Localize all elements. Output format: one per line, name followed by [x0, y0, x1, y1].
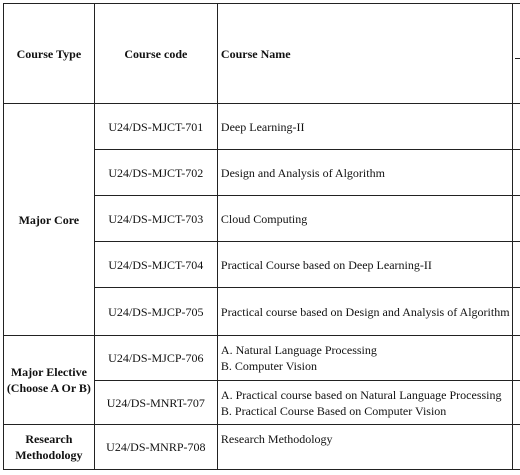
option-b: B. Computer Vision [220, 359, 317, 373]
group-major-elective: Major Elective (Choose A Or B) [4, 336, 95, 425]
course-code: U24/DS-MJCP-705 [94, 288, 217, 336]
header-course-code: Course code [94, 4, 217, 104]
course-code: U24/DS-MJCT-704 [94, 242, 217, 288]
course-name: Deep Learning-II [217, 104, 512, 150]
divider [515, 58, 520, 59]
course-name-options [217, 381, 512, 425]
course-table [3, 3, 520, 470]
header-row [4, 4, 520, 104]
option-a: A. Practical course based on Natural Language Processing [220, 387, 502, 402]
option-a: A. Natural Language Processing [220, 343, 377, 357]
group-research-methodology: Research Methodology [4, 425, 95, 470]
course-code: U24/DS-MJCP-706 [94, 336, 217, 381]
header-course-type: Course Type [4, 4, 95, 104]
course-code: U24/DS-MNRP-708 [94, 425, 217, 470]
course-name: Practical Course based on Deep Learning-II [217, 242, 512, 288]
option-b: B. Practical Course Based on Computer Vision [220, 403, 447, 418]
group-major-core: Major Core [4, 104, 95, 336]
course-code: U24/DS-MJCT-703 [94, 196, 217, 242]
table-row [4, 104, 520, 150]
course-code: U24/DS-MNRT-707 [94, 381, 217, 425]
extra-column [512, 4, 520, 104]
course-name: Research Methodology [217, 425, 512, 470]
course-code: U24/DS-MJCT-701 [94, 104, 217, 150]
table-row [4, 336, 520, 381]
course-name: Cloud Computing [217, 196, 512, 242]
course-name-options [217, 336, 512, 381]
course-name: Design and Analysis of Algorithm [217, 150, 512, 196]
course-name: Practical course based on Design and Analysis of Algorithm [217, 288, 512, 336]
header-course-name: Course Name [217, 4, 512, 104]
table-row [4, 425, 520, 470]
course-code: U24/DS-MJCT-702 [94, 150, 217, 196]
